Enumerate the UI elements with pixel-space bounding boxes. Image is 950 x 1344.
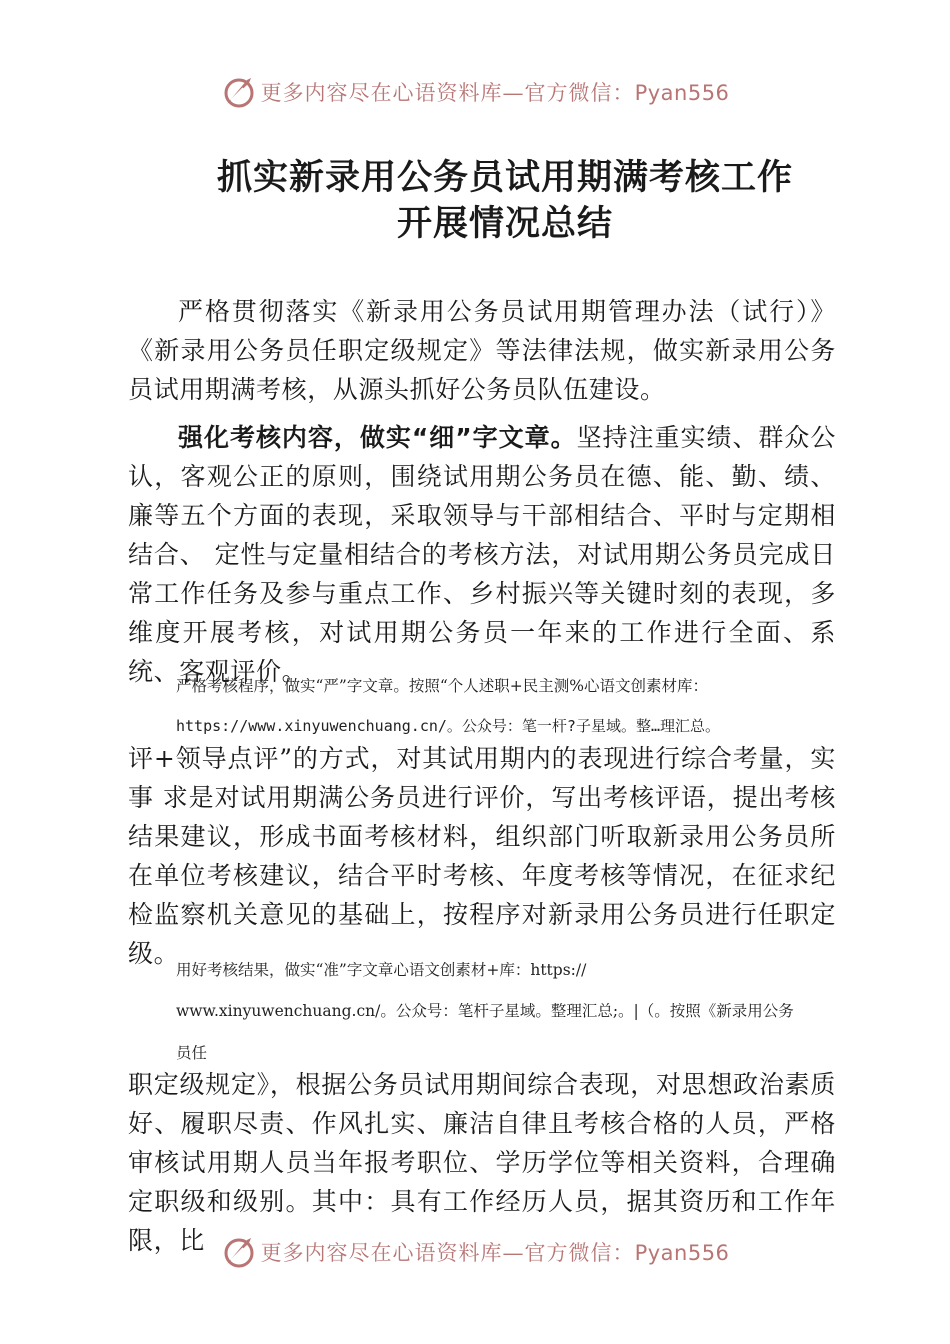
watermark-text: 更多内容尽在心语资料库—官方微信：Pyan556 [260,81,730,105]
small-line-continuation: 员任 [176,1044,208,1062]
paragraph-lead: 强化考核内容，做实“细”字文章。 [178,423,577,452]
quill-logo-icon [221,74,257,110]
quill-logo-icon [221,1234,257,1270]
watermark-footer [0,1232,950,1272]
small-line-url-2: www.xinyuwenchuang.cn/。公众号：笔杆子星域。整理汇总;。|（。按照《新录用公务 [176,1002,794,1020]
document-title-line2: 开展情况总结 [396,203,613,244]
paragraph-intro: 严格贯彻落实《新录用公务员试用期管理办法（试行）》《新录用公务员任职定级规定》等法律法规，做实新录用公务员试用期满考核，从源头抓好公务员队伍建设。 [128,297,836,404]
watermark-text: 更多内容尽在心语资料库—官方微信：Pyan556 [260,1241,730,1265]
watermark-header [0,72,950,112]
small-line-url: https://www.xinyuwenchuang.cn/。公众号：笔一杆?子星域。整…理汇总。 [176,717,720,735]
small-line-procedure: 严格考核程序，做实“严”字文章。按照“个人述职+民主测%心语文创素材库： [176,677,708,695]
document-title-line1: 抓实新录用公务员试用期满考核工作 [216,157,793,198]
paragraph-content [128,418,836,691]
small-line-results: 用好考核结果，做实“准”字文章心语文创素材+库：https:// [176,961,587,979]
paragraph-procedure: 评+领导点评”的方式，对其试用期内的表现进行综合考量，实事 求是对试用期满公务员进行评价，写出考核评语，提出考核结果建议，形成书面考核材料，组织部门听取新录用公务员所在单位考核建议，结合平时考核、年度考核等情况，在征求纪检监察机关意见的基础上，按程序对新录用公务员进行任职定级。 [128,744,836,968]
paragraph-results: 职定级规定》，根据公务员试用期间综合表现，对思想政治素质好、履职尽责、作风扎实、廉洁自律且考核合格的人员，严格审核试用期人员当年报考职位、学历学位等相关资料，合理确定职级和级别。其中：具有工作经历人员，据其资历和工作年限，比 [128,1070,836,1255]
paragraph-body: 坚持注重实绩、群众公认，客观公正的原则，围绕试用期公务员在德、能、勤、绩、廉等五个方面的表现，采取领导与干部相结合、平时与定期相结合、 定性与定量相结合的考核方法，对试用期公务员完成日常工作任务及参与重点工作、乡村振兴等关键时刻的表现，多维度开展考核，对试用期公务员一年来的工作进行全面、系统、客观评价。 [128,423,836,686]
